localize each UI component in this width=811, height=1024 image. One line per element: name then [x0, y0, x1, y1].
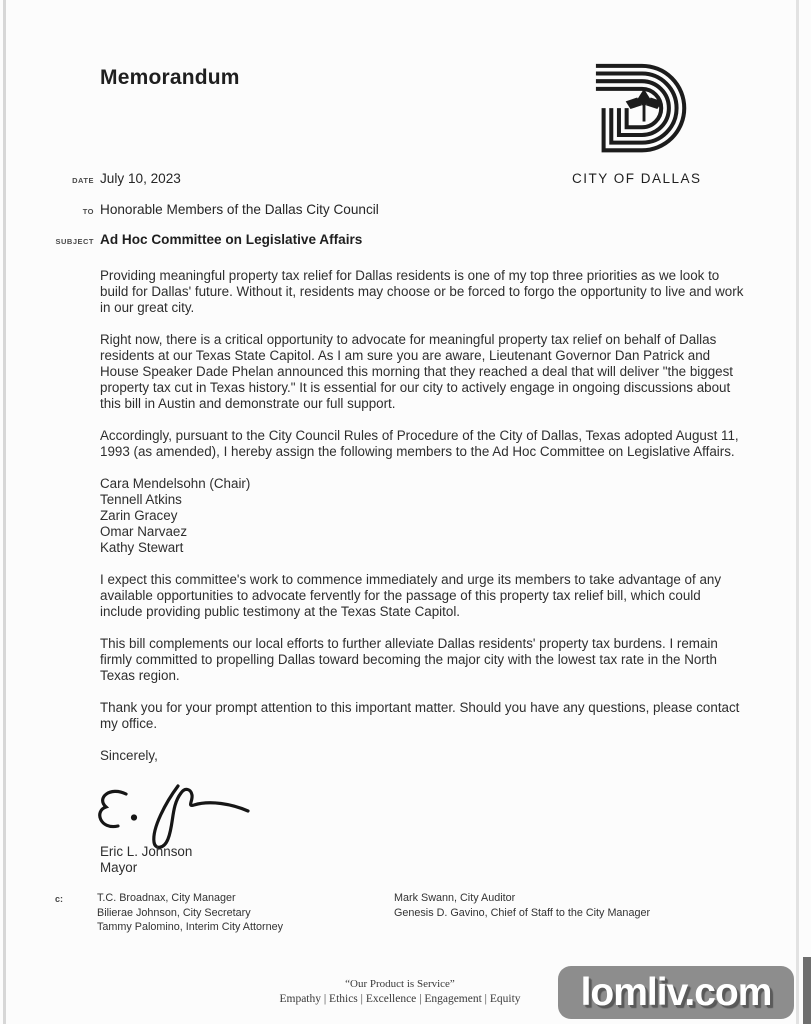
cc-item: Tammy Palomino, Interim City Attorney: [97, 921, 284, 933]
memo-body: [100, 268, 745, 780]
mayor-signature-icon: [92, 778, 260, 850]
cc-list-right: [394, 891, 650, 920]
cc-list-left: [97, 891, 283, 935]
cc-item: Mark Swann, City Auditor: [394, 892, 516, 904]
memo-title: Memorandum: [100, 66, 240, 89]
member-item: Zarin Gracey: [100, 508, 178, 523]
scan-edge-right: [796, 0, 799, 1024]
dallas-d-tree-icon: [594, 60, 690, 160]
city-of-dallas-logo: [590, 60, 710, 160]
logo-caption: CITY OF DALLAS: [572, 171, 702, 186]
paragraph-3: Accordingly, pursuant to the City Council Rules of Procedure of the City of Dallas, Texas adopted August 11, 1993 (as amended), I hereby assign the following members to the Ad Hoc Committee on Legislative Affairs.: [100, 428, 739, 459]
paragraph-1: Providing meaningful property tax relief for Dallas residents is one of my top three priorities as we look to build for Dallas' future. Without it, residents may choose or be forced to forgo the opportunity to live and work in our great city.: [100, 268, 744, 315]
member-item: Omar Narvaez: [100, 524, 188, 539]
member-item: Kathy Stewart: [100, 540, 184, 555]
cc-item: Bilierae Johnson, City Secretary: [97, 906, 251, 919]
cc-label: c:: [55, 894, 64, 904]
member-item: Tennell Atkins: [100, 492, 182, 507]
paragraph-5: This bill complements our local efforts to further alleviate Dallas residents' property tax burdens. I remain firmly committed to propelling Dallas toward becoming the major city with the lowest tax rate in the North Texas region.: [100, 636, 718, 683]
signer-block: [100, 844, 192, 876]
paragraph-4: I expect this committee's work to commence immediately and urge its members to take advantage of any available opportunities to advocate fervently for the passage of this property tax relief bill, which could include providing public testimony at the Texas State Capitol.: [100, 572, 722, 619]
closing-salutation: Sincerely,: [100, 748, 158, 763]
to-label: TO: [82, 207, 94, 216]
date-value: July 10, 2023: [100, 171, 181, 186]
footer-motto: “Our Product is Service”: [345, 978, 455, 990]
date-label: DATE: [72, 176, 94, 185]
committee-members-list: [100, 476, 745, 556]
cc-item: T.C. Broadnax, City Manager: [97, 892, 236, 904]
watermark-text: lomliv.com: [580, 970, 772, 1014]
paragraph-2: Right now, there is a critical opportunity to advocate for meaningful property tax relief on behalf of Dallas residents at our Texas State Capitol. As I am sure you are aware, Lieutenant Governor Dan Patrick and House Speaker Dade Phelan announced this morning that they reached a deal that will deliver "the biggest property tax cut in Texas history." It is essential for our city to actively engage in ongoing discussions about this bill in Austin and demonstrate our full support.: [100, 332, 734, 411]
signer-name: Eric L. Johnson: [100, 844, 193, 859]
member-item: Cara Mendelsohn (Chair): [100, 476, 251, 491]
subject-value: Ad Hoc Committee on Legislative Affairs: [100, 232, 363, 247]
cc-item: Genesis D. Gavino, Chief of Staff to the City Manager: [394, 906, 651, 919]
footer-values: Empathy | Ethics | Excellence | Engagement | Equity: [279, 993, 521, 1005]
paragraph-6: Thank you for your prompt attention to this important matter. Should you have any questions, please contact my office.: [100, 700, 740, 731]
watermark-badge: [558, 966, 794, 1019]
scan-edge-left: [3, 0, 6, 1024]
to-value: Honorable Members of the Dallas City Council: [100, 202, 379, 217]
signer-title: Mayor: [100, 860, 138, 875]
subject-label: SUBJECT: [55, 237, 94, 246]
scan-edge-corner: [803, 957, 811, 1024]
